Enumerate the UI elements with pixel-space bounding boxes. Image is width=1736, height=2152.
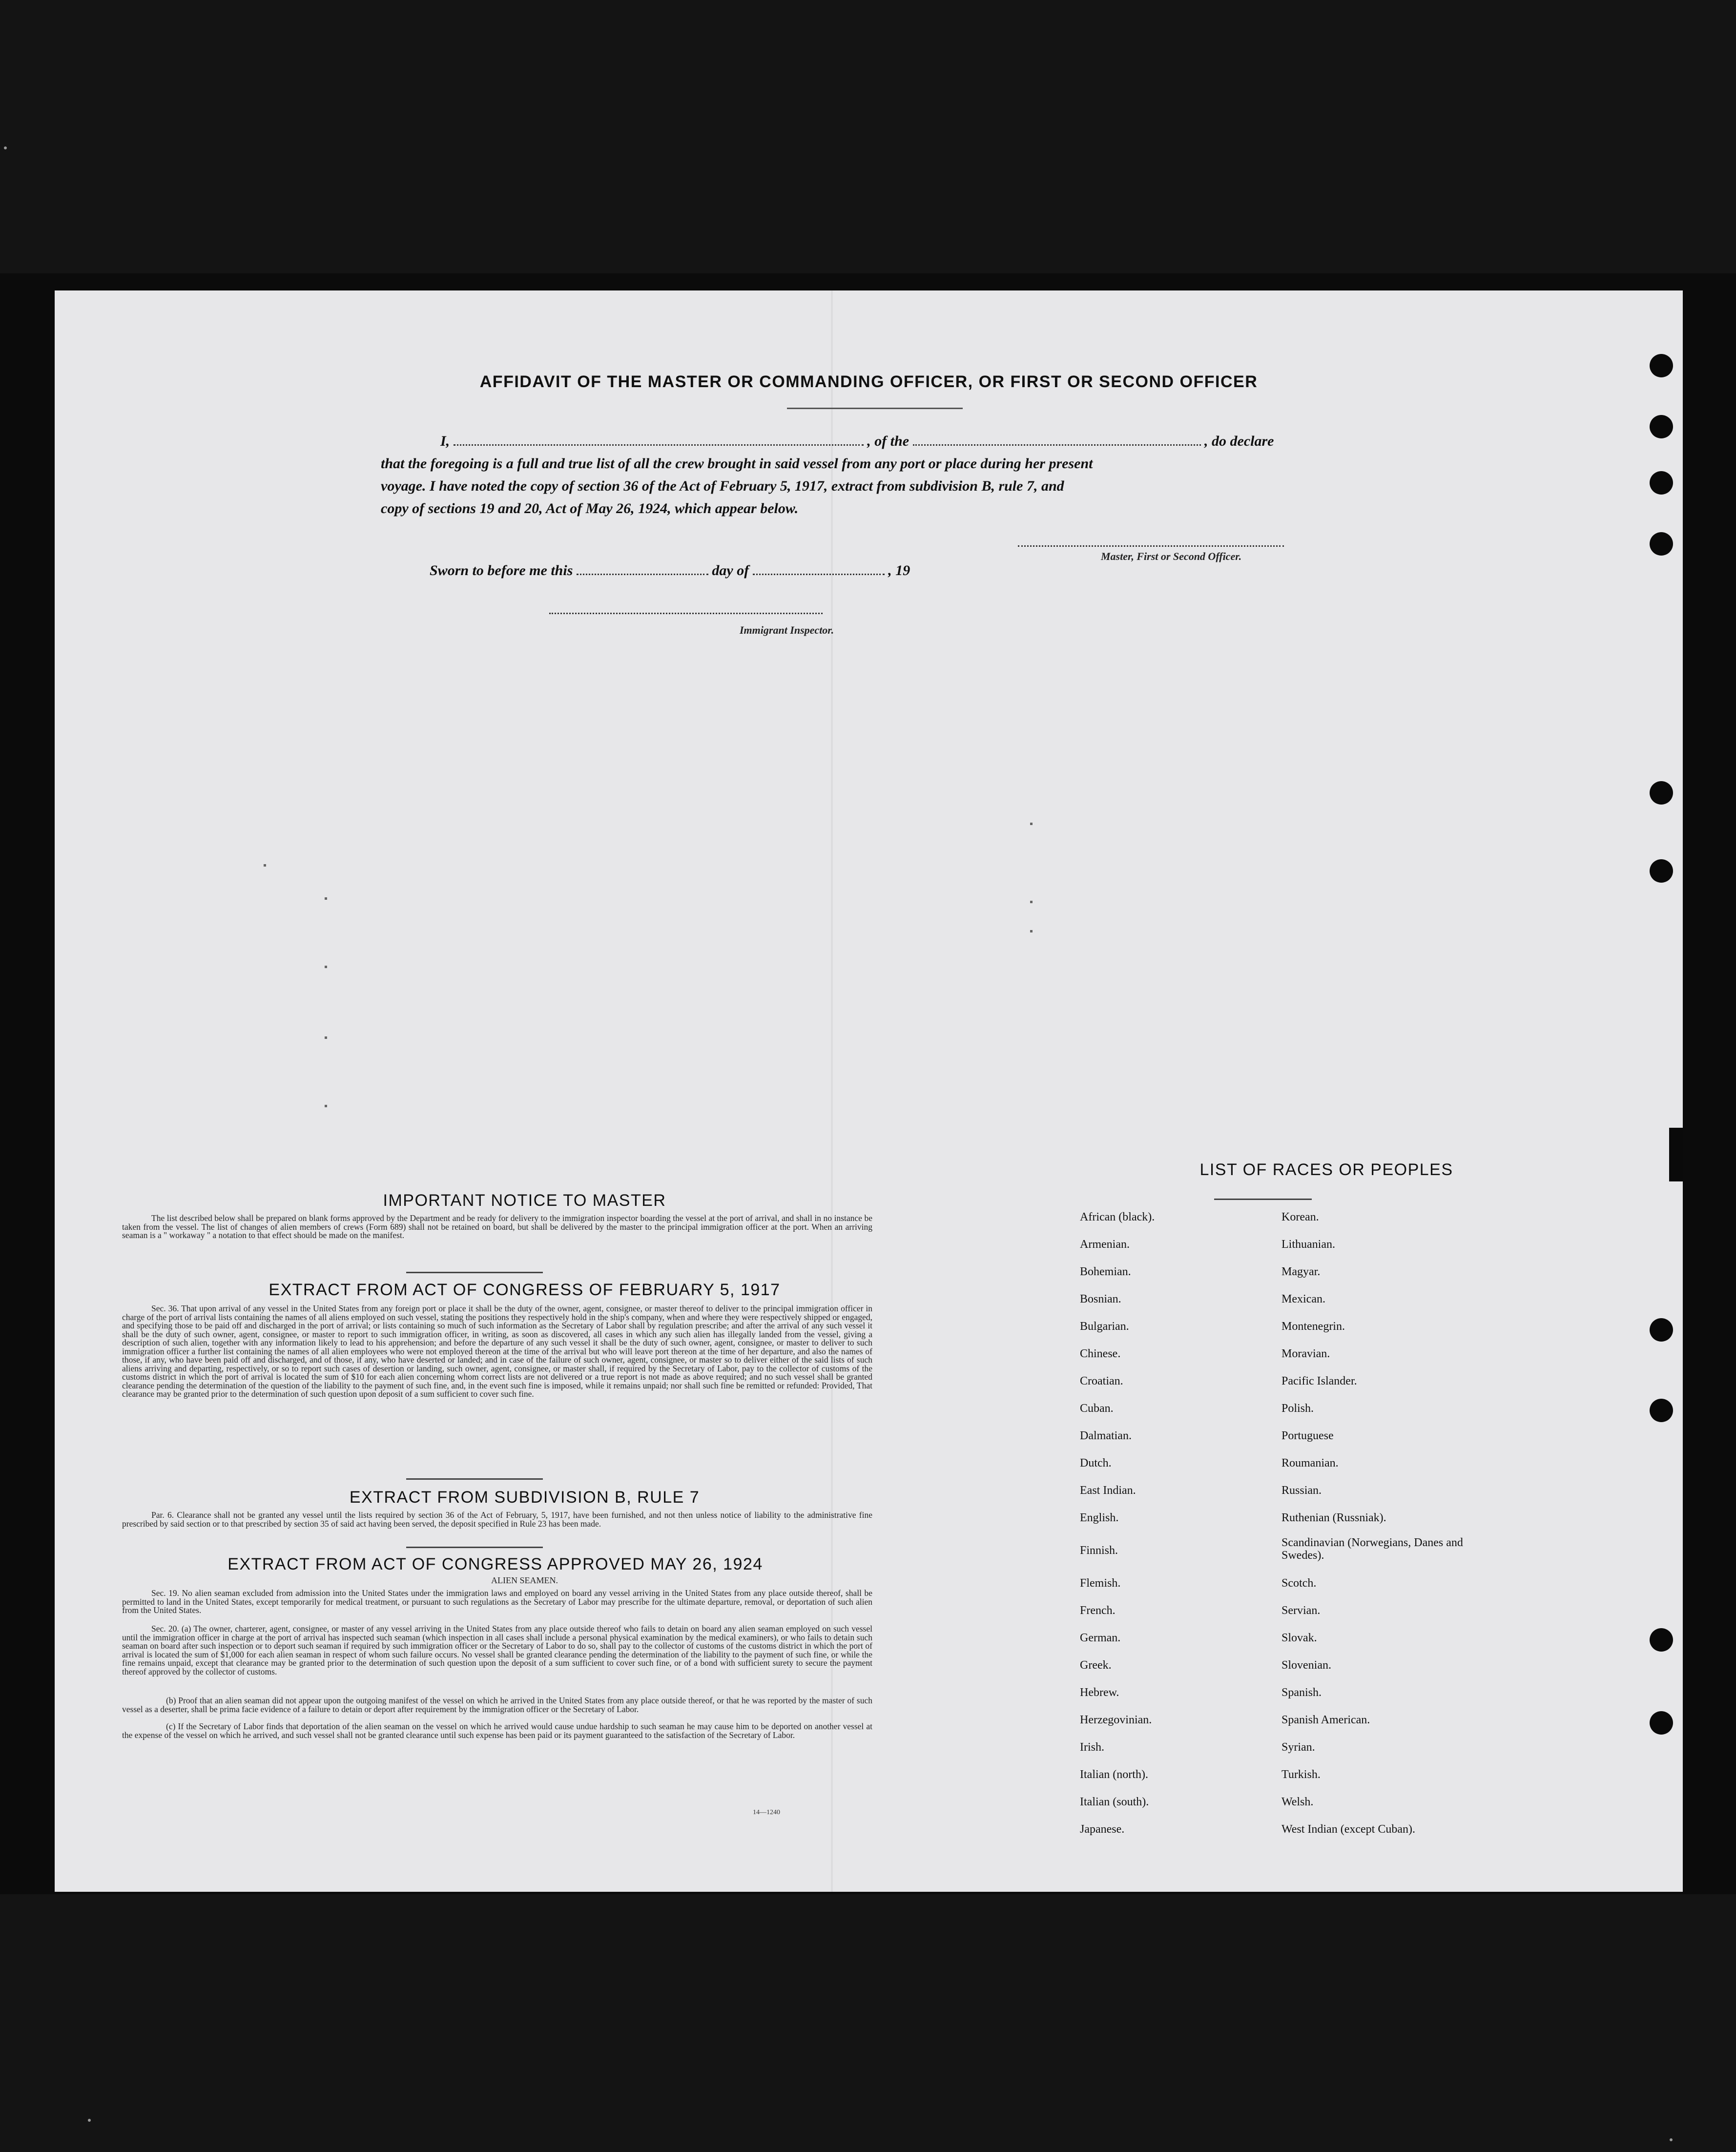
race-left-item: Armenian. bbox=[1080, 1238, 1130, 1251]
notice-body: The list described below shall be prepared on blank forms approved by the Department and be ready for delivery to the immigration inspector boarding the vessel at the port of arrival, and shall in no instance be taken from the vessel. The list of changes of alien members of crews (Form 689) shall not be retained on board, but shall be delivered by the master to the principal immigration officer at the port. When an arriving seaman is a " workaway " a notation to that effect should be made on the manifest. bbox=[122, 1213, 872, 1240]
declare-label: , do declare bbox=[1204, 433, 1274, 449]
race-right-item: Portuguese bbox=[1281, 1429, 1334, 1442]
tick-mark bbox=[325, 1036, 327, 1039]
race-left-item: Cuban. bbox=[1080, 1402, 1114, 1415]
section-rule bbox=[406, 1547, 543, 1548]
sec-20b-body: (b) Proof that an alien seaman did not appear upon the outgoing manifest of the vessel on which he arrived in the United States from any place outside thereof, or that he was reported by the master of such vessel as a deserter, shall be prima facie evidence of a failure to detain or deport after requirement by the immigration officer or the Secretary of Labor. bbox=[122, 1696, 872, 1714]
title-rule bbox=[787, 408, 963, 409]
race-left-item: African (black). bbox=[1080, 1211, 1155, 1223]
race-right-item: Slovenian. bbox=[1281, 1659, 1331, 1672]
race-left-item: Dalmatian. bbox=[1080, 1429, 1132, 1442]
master-signature-caption: Master, First or Second Officer. bbox=[1101, 550, 1242, 562]
punch-hole bbox=[1650, 781, 1673, 805]
race-right-item: Scotch. bbox=[1281, 1577, 1317, 1590]
tick-mark bbox=[1030, 901, 1033, 903]
extract-1917-body: Sec. 36. That upon arrival of any vessel in the United States from any foreign port or place it shall be the duty of the owner, agent, consignee, or master thereof to deliver to the principal immigration officer in charge of the port of arrival lists containing the names of all aliens employed on such vessel, stating the positions they respectively hold in the ship's company, when and where they were respectively shipped or engaged, and specifying those to be paid off and discharged in the port of arrival; or lists containing so much of such information as the Secretary of Labor shall by regulation prescribe; and after the arrival of any such vessel it shall be the duty of such owner, agent, consignee, or master to report to such immigration officer, in writing, as soon as discovered, all cases in which any such alien has illegally landed from the vessel, giving a description of such alien, together with any information likely to lead to his apprehension; and before the departure of any such vessel it shall be the duty of such owner, agent, consignee, or master to deliver to such immigration officer a further list containing the names of all alien employees who were not employed thereon at the time of the arrival but who will leave port thereon at the time of her departure, and also the names of those, if any, who have been paid off and discharged, and of those, if any, who have deserted or landed; and in case of the failure of such owner, agent, consignee, or master so to deliver either of the said lists of such aliens arriving and departing, respectively, or so to report such cases of desertion or landing, such owner, agent, consignee, or master shall, if required by the Secretary of Labor, pay to the collector of customs of the customs district in which the port of arrival is located the sum of $10 for each alien concerning whom correct lists are not delivered or a true report is not made as above required; and no such vessel shall be granted clearance pending the determination of the question of the liability to the payment of such fine, and, in the event such fine is imposed, while it remains unpaid; nor shall such fine be remitted or refunded: Provided, That clearance may be granted prior to the determination of such question upon deposit of a sum sufficient to cover such fine. bbox=[122, 1304, 872, 1399]
race-right-item: Ruthenian (Russniak). bbox=[1281, 1511, 1386, 1524]
race-left-item: German. bbox=[1080, 1632, 1121, 1644]
day-of-label: day of bbox=[712, 562, 749, 579]
race-right-item: Magyar. bbox=[1281, 1265, 1321, 1278]
races-title: LIST OF RACES OR PEOPLES bbox=[1199, 1160, 1453, 1179]
race-right-item: Mexican. bbox=[1281, 1293, 1325, 1305]
race-left-item: Herzegovinian. bbox=[1080, 1714, 1152, 1726]
film-border-top bbox=[0, 0, 1736, 273]
affidavit-line-3: voyage. I have noted the copy of section 36 of the Act of February 5, 1917, extract from subdivision B, rule 7, and bbox=[381, 478, 1064, 494]
sworn-line bbox=[430, 562, 910, 579]
punch-hole bbox=[1650, 1318, 1673, 1342]
tick-mark bbox=[325, 897, 327, 900]
inspector-signature-caption: Immigrant Inspector. bbox=[740, 624, 834, 636]
race-right-item: Spanish American. bbox=[1281, 1714, 1370, 1726]
extract-1917-title: EXTRACT FROM ACT OF CONGRESS OF FEBRUARY 5, 1917 bbox=[269, 1281, 781, 1299]
race-left-item: Bosnian. bbox=[1080, 1293, 1121, 1305]
section-rule bbox=[406, 1478, 543, 1480]
race-right-item: Servian. bbox=[1281, 1604, 1321, 1617]
race-right-item: Syrian. bbox=[1281, 1741, 1315, 1754]
affidavit-line-2: that the foregoing is a full and true list of all the crew brought in said vessel from any port or place during her present bbox=[381, 455, 1093, 472]
punch-hole bbox=[1650, 415, 1673, 438]
affidavit-line-4: copy of sections 19 and 20, Act of May 26, 1924, which appear below. bbox=[381, 500, 799, 517]
affidavit-declaration-line bbox=[440, 433, 1274, 450]
film-border-bottom bbox=[0, 1894, 1736, 2152]
race-left-item: Finnish. bbox=[1080, 1544, 1118, 1557]
race-left-item: Hebrew. bbox=[1080, 1686, 1119, 1699]
race-right-item: Russian. bbox=[1281, 1484, 1322, 1497]
declarant-name-field[interactable] bbox=[454, 444, 864, 446]
race-left-item: Japanese. bbox=[1080, 1823, 1125, 1836]
scan-speck bbox=[88, 2119, 91, 2122]
race-left-item: Croatian. bbox=[1080, 1375, 1123, 1387]
inspector-signature-field[interactable] bbox=[549, 613, 823, 614]
extract-1924-title: EXTRACT FROM ACT OF CONGRESS APPROVED MAY 26, 1924 bbox=[227, 1555, 763, 1573]
tick-mark bbox=[1030, 930, 1033, 932]
punch-hole bbox=[1650, 1628, 1673, 1652]
tick-mark bbox=[1030, 823, 1033, 825]
declarant-label: I, bbox=[440, 433, 450, 449]
sworn-day-field[interactable] bbox=[577, 574, 708, 575]
sworn-month-field[interactable] bbox=[753, 574, 885, 575]
sec-20-body: Sec. 20. (a) The owner, charterer, agent, consignee, or master of any vessel arriving in the United States from any place outside thereof who fails to detain on board any alien seaman employed on such vessel until the immigration officer in charge at the port of arrival has inspected such seaman (which inspection in all cases shall include a personal physical examination by the medical examiners), or who fails to detain such seaman on board after such inspection or to deport such seaman if required by such immigration officer or the Secretary of Labor to do so, shall pay to the collector of customs of the customs district in which the port of arrival is located the sum of $1,000 for each alien seaman in respect of whom such failure occurs. No vessel shall be granted clearance pending the determination of the liability to the payment of such fine, or while the fine remains unpaid, except that clearance may be granted prior to the determination of such question upon the deposit of a sum sufficient to cover such fine, or of a bond with sufficient surety to secure the payment thereof approved by the collector of customs. bbox=[122, 1624, 872, 1676]
sec-19-body: Sec. 19. No alien seaman excluded from admission into the United States under the immigration laws and employed on board any vessel arriving in the United States from any place outside thereof, shall be permitted to land in the United States, except temporarily for medical treatment, or pursuant to such regulations as the Secretary of Labor may prescribe for the ultimate departure, removal, or deportation of such alien from the United States. bbox=[122, 1588, 872, 1615]
race-left-item: Irish. bbox=[1080, 1741, 1104, 1754]
race-left-item: Chinese. bbox=[1080, 1347, 1121, 1360]
race-right-item: West Indian (except Cuban). bbox=[1281, 1823, 1415, 1836]
race-left-item: Flemish. bbox=[1080, 1577, 1121, 1590]
race-right-item: Montenegrin. bbox=[1281, 1320, 1345, 1333]
punch-hole bbox=[1650, 532, 1673, 556]
race-right-item: Lithuanian. bbox=[1281, 1238, 1335, 1251]
tick-mark bbox=[264, 864, 266, 867]
race-right-item: Slovak. bbox=[1281, 1632, 1317, 1644]
scan-speck bbox=[4, 146, 7, 149]
race-left-item: English. bbox=[1080, 1511, 1119, 1524]
tick-mark bbox=[325, 966, 327, 968]
race-right-item: Pacific Islander. bbox=[1281, 1375, 1357, 1387]
form-number: 14—1240 bbox=[753, 1809, 780, 1816]
race-left-item: Dutch. bbox=[1080, 1457, 1112, 1469]
race-left-item: Greek. bbox=[1080, 1659, 1112, 1672]
master-signature-field[interactable] bbox=[1018, 545, 1284, 547]
race-right-item: Polish. bbox=[1281, 1402, 1314, 1415]
extract-rule7-body: Par. 6. Clearance shall not be granted any vessel until the lists required by section 36 of the Act of February, 5, 1917, have been furnished, and not then unless notice of liability to the administrative fine prescribed by said section or to that prescribed by section 35 of said act having been served, the deposit specified in Rule 23 has been made. bbox=[122, 1510, 872, 1529]
race-right-item: Korean. bbox=[1281, 1211, 1319, 1223]
race-right-item: Spanish. bbox=[1281, 1686, 1322, 1699]
document-sheet bbox=[55, 290, 1683, 1892]
punch-hole bbox=[1650, 1399, 1673, 1422]
sec-20c-body: (c) If the Secretary of Labor finds that deportation of the alien seaman on the vessel on which he arrived would cause undue hardship to such seaman he may cause him to be deported on another vessel at the expense of the vessel on which he arrived, and such vessel shall not be granted clearance until such expense has been paid or its payment guaranteed to the satisfaction of the Secretary of Labor. bbox=[122, 1721, 872, 1740]
race-right-item: Welsh. bbox=[1281, 1796, 1314, 1808]
sworn-label: Sworn to before me this bbox=[430, 562, 573, 579]
punch-hole bbox=[1650, 859, 1673, 883]
punch-hole bbox=[1650, 1711, 1673, 1735]
year-label: , 19 bbox=[888, 562, 910, 579]
race-left-item: East Indian. bbox=[1080, 1484, 1136, 1497]
punch-hole bbox=[1650, 471, 1673, 495]
section-rule bbox=[406, 1272, 543, 1273]
races-title-rule bbox=[1214, 1199, 1312, 1200]
race-left-item: French. bbox=[1080, 1604, 1116, 1617]
race-left-item: Bulgarian. bbox=[1080, 1320, 1129, 1333]
affidavit-title: AFFIDAVIT OF THE MASTER OR COMMANDING OFFICER, OR FIRST OR SECOND OFFICER bbox=[479, 372, 1258, 391]
extract-rule7-title: EXTRACT FROM SUBDIVISION B, RULE 7 bbox=[349, 1488, 700, 1507]
vessel-label: , of the bbox=[867, 433, 909, 449]
extract-1924-subtitle: ALIEN SEAMEN. bbox=[491, 1575, 558, 1585]
edge-notch bbox=[1669, 1128, 1683, 1181]
race-right-item: Roumanian. bbox=[1281, 1457, 1339, 1469]
tick-mark bbox=[325, 1105, 327, 1107]
race-right-item: Moravian. bbox=[1281, 1347, 1330, 1360]
race-left-item: Bohemian. bbox=[1080, 1265, 1131, 1278]
race-right-item: Scandinavian (Norwegians, Danes and Swedes). bbox=[1281, 1536, 1463, 1562]
notice-title: IMPORTANT NOTICE TO MASTER bbox=[383, 1191, 666, 1210]
race-left-item: Italian (south). bbox=[1080, 1796, 1149, 1808]
vessel-name-field[interactable] bbox=[913, 444, 1201, 446]
race-right-item: Turkish. bbox=[1281, 1768, 1321, 1781]
scan-speck bbox=[1670, 2138, 1673, 2141]
race-left-item: Italian (north). bbox=[1080, 1768, 1148, 1781]
